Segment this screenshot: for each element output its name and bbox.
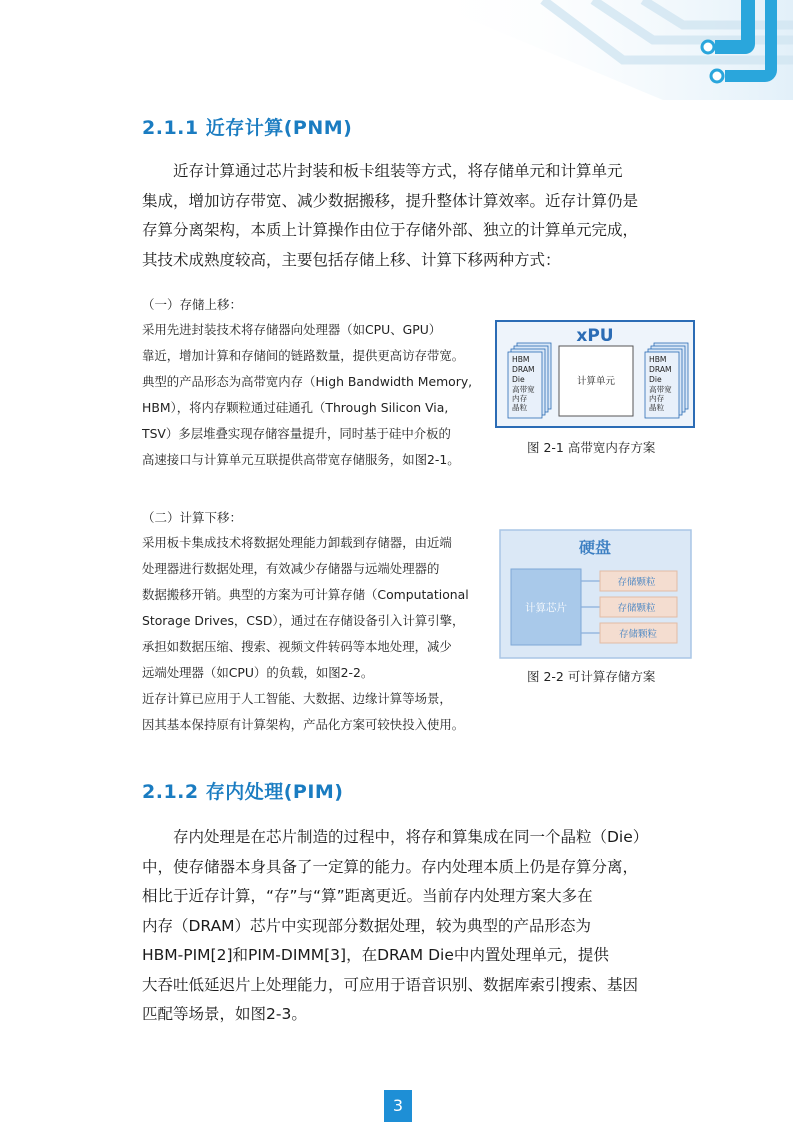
pim-paragraph — [142, 823, 660, 1030]
text-line: 匹配等场景，如图2-3。 — [142, 1005, 307, 1023]
storage-grain-label: 存储颗粒 — [617, 603, 656, 614]
text-line: 近存计算已应用于人工智能、大数据、边缘计算等场景， — [142, 691, 452, 706]
text-line: 存算分离架构，本质上计算操作由位于存储外部、独立的计算单元完成， — [142, 221, 639, 239]
storage-up-text — [142, 317, 482, 473]
stack-label: 高带宽 — [512, 385, 535, 394]
figure-caption-2-2: 图 2-2 可计算存储方案 — [527, 669, 656, 684]
intro-paragraph — [142, 157, 660, 275]
text-line: 大吞吐低延迟片上处理能力，可应用于语音识别、数据库索引搜索、基因 — [142, 975, 639, 994]
stack-label: HBM — [649, 355, 667, 364]
disk-title: 硬盘 — [578, 538, 612, 557]
storage-grain-label: 存储颗粒 — [617, 577, 656, 588]
figure-csd-diagram — [499, 529, 692, 659]
figure-hbm-diagram — [495, 320, 695, 428]
circuit-decoration — [363, 0, 793, 100]
section-heading-pim: 2.1.2 存内处理(PIM) — [142, 781, 344, 803]
stack-label: 高带宽 — [649, 385, 672, 394]
text-line: 采用先进封装技术将存储器向处理器（如CPU、GPU） — [142, 322, 442, 337]
stack-label: 内存 — [512, 394, 528, 403]
section-heading-pnm: 2.1.1 近存计算(PNM) — [142, 117, 353, 139]
text-line: 高速接口与计算单元互联提供高带宽存储服务，如图2-1。 — [142, 452, 460, 467]
hbm-stack-left — [508, 343, 551, 418]
svg-text:存储颗粒 存储颗粒 存储颗粒 — [617, 576, 658, 640]
stack-label: Die — [649, 375, 662, 384]
text-line: 典型的产品形态为高带宽内存（High Bandwidth Memory, — [142, 374, 473, 389]
stack-label: DRAM — [649, 365, 672, 374]
text-line: 中，使存储器本身具备了一定算的能力。存内处理本质上仍是存算分离， — [142, 857, 639, 876]
xpu-title: xPU — [576, 326, 614, 346]
stack-label: DRAM — [512, 365, 535, 374]
text-line: 相比于近存计算，“存”与“算”距离更近。当前存内处理方案大多在 — [142, 887, 593, 905]
text-line: 因其基本保持原有计算架构，产品化方案可较快投入使用。 — [142, 717, 465, 732]
stack-label: Die — [512, 375, 525, 384]
storage-grain-label: 存储颗粒 — [618, 629, 658, 640]
stack-label: HBM — [512, 355, 530, 364]
figure-caption-2-1: 图 2-1 高带宽内存方案 — [527, 440, 656, 455]
text-line: 近存计算通过芯片封装和板卡组装等方式，将存储单元和计算单元 — [173, 162, 623, 180]
text-line: HBM），将内存颗粒通过硅通孔（Through Silicon Via, — [142, 400, 449, 415]
text-line: 承担如数据压缩、搜索、视频文件转码等本地处理，减少 — [142, 639, 452, 654]
text-line: 采用板卡集成技术将数据处理能力卸载到存储器，由近端 — [142, 535, 452, 550]
subsection-title-compute-down: （二）计算下移： — [142, 510, 243, 525]
text-line: 数据搬移开销。典型的方案为可计算存储（Computational — [142, 587, 469, 602]
text-line: Storage Drives，CSD），通过在存储设备引入计算引擎， — [142, 613, 465, 628]
stack-label: 晶粒 — [649, 403, 665, 412]
text-line: 内存（DRAM）芯片中实现部分数据处理，较为典型的产品形态为 — [142, 916, 592, 935]
text-line: TSV）多层堆叠实现存储容量提升，同时基于硅中介板的 — [142, 426, 451, 441]
compute-unit-label: 计算单元 — [576, 376, 616, 387]
text-line: 远端处理器（如CPU）的负载，如图2-2。 — [142, 665, 374, 680]
stack-label: 晶粒 — [512, 403, 528, 412]
text-line: 处理器进行数据处理，有效减少存储器与远端处理器的 — [142, 561, 440, 576]
stack-label: 内存 — [649, 394, 665, 403]
compute-down-text — [142, 530, 482, 738]
text-line: 其技术成熟度较高，主要包括存储上移、计算下移两种方式： — [142, 250, 561, 269]
text-line: 存内处理是在芯片制造的过程中，将存和算集成在同一个晶粒（Die） — [173, 828, 649, 846]
page-number: 3 — [384, 1090, 412, 1122]
compute-chip-label: 计算芯片 — [525, 602, 567, 614]
text-line: 靠近，增加计算和存储间的链路数量，提供更高访存带宽。 — [142, 348, 465, 363]
hbm-stack-right — [645, 343, 688, 418]
text-line: HBM-PIM[2]和PIM-DIMM[3]，在DRAM Die中内置处理单元，提供 — [142, 946, 609, 964]
subsection-title-storage-up: （一）存储上移： — [142, 297, 243, 312]
text-line: 集成，增加访存带宽、减少数据搬移，提升整体计算效率。近存计算仍是 — [142, 191, 639, 210]
